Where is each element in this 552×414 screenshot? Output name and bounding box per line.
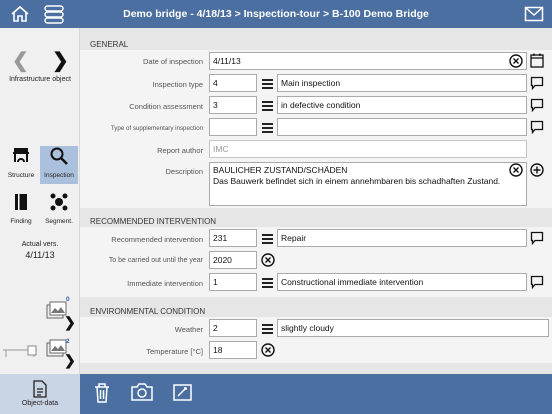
object-data-button[interactable] (0, 374, 80, 414)
immediate-code-field[interactable]: 1 (209, 273, 257, 291)
temperature-label: Temperature [°C] (146, 347, 203, 356)
list-icon[interactable] (261, 323, 275, 335)
clear-icon[interactable] (261, 343, 275, 357)
condition-text-field[interactable]: in defective condition (277, 96, 527, 114)
report-author-field: IMC (209, 140, 527, 158)
tab-segment[interactable] (40, 192, 78, 230)
recommended-code-field[interactable]: 231 (209, 229, 257, 247)
segments-icon (40, 192, 78, 218)
top-bar (0, 0, 552, 28)
photo-count-badge: 0 (66, 296, 70, 303)
list-icon[interactable] (261, 78, 275, 90)
recommended-text-field[interactable]: Repair (277, 229, 527, 247)
inspection-form (80, 28, 552, 374)
recommended-intervention-label: Recommended intervention (111, 235, 203, 244)
tab-inspection-label: Inspection (44, 172, 74, 179)
target-year-field[interactable]: 2020 (209, 251, 257, 269)
photo-count-badge-2: 2 (66, 338, 70, 345)
immediate-text-field[interactable]: Constructional immediate intervention (277, 273, 527, 291)
date-label: Date of inspection (142, 57, 203, 66)
section-general-heading: GENERAL (90, 40, 129, 49)
weather-code-field[interactable]: 2 (209, 319, 257, 337)
clear-icon[interactable] (261, 253, 275, 267)
tab-segment-label: Segment. (45, 218, 73, 225)
temperature-field[interactable]: 18 (209, 341, 257, 359)
inspection-type-code-field[interactable]: 4 (209, 74, 257, 92)
tab-finding[interactable] (2, 192, 40, 230)
bottom-toolbar (0, 374, 552, 414)
condition-code-field[interactable]: 3 (209, 96, 257, 114)
tab-structure-label: Structure (7, 172, 35, 179)
section-recommended-heading: RECOMMENDED INTERVENTION (90, 217, 217, 226)
supplementary-inspection-label: Type of supplementary inspection (110, 125, 203, 132)
camera-icon[interactable] (130, 382, 154, 406)
immediate-intervention-label: Immediate intervention (127, 279, 203, 288)
infrastructure-object-label[interactable]: Infrastructure object (9, 76, 71, 83)
book-icon (2, 192, 40, 218)
list-icon[interactable] (261, 233, 275, 245)
target-year-label: To be carried out until the year (108, 257, 203, 264)
general-panel (80, 50, 552, 208)
chevron-right-icon[interactable]: ❯ (64, 314, 76, 330)
next-arrow-icon[interactable]: ❯ (52, 50, 69, 72)
supplementary-code-field[interactable] (209, 118, 257, 136)
list-icon[interactable] (261, 122, 275, 134)
clear-icon[interactable] (509, 54, 523, 68)
supplementary-text-field[interactable] (277, 118, 527, 136)
document-edit-icon (0, 374, 80, 400)
sidebar (0, 28, 80, 374)
page-title: Demo bridge - 4/18/13 > Inspection-tour > B-100 Demo Bridge (123, 8, 429, 20)
tab-finding-label: Finding (10, 218, 32, 225)
clear-icon[interactable] (509, 163, 523, 177)
tab-structure[interactable] (2, 146, 40, 184)
comment-icon[interactable] (530, 120, 544, 134)
weather-text-field[interactable]: slightly cloudy (277, 319, 549, 337)
list-icon[interactable] (261, 100, 275, 112)
list-icon[interactable] (261, 277, 275, 289)
comment-icon[interactable] (530, 76, 544, 90)
description-line-1: BAULICHER ZUSTAND/SCHÄDEN (213, 165, 348, 175)
previous-arrow-icon[interactable]: ❮ (12, 50, 29, 72)
add-icon[interactable] (530, 163, 544, 177)
comment-icon[interactable] (530, 275, 544, 289)
comment-icon[interactable] (530, 98, 544, 112)
date-field[interactable]: 4/11/13 (209, 52, 527, 70)
section-environmental-heading: ENVIRONMENTAL CONDITION (90, 307, 206, 316)
inspection-type-label: Inspection type (152, 80, 203, 89)
condition-assessment-label: Condition assessment (129, 102, 203, 111)
inspection-type-text-field[interactable]: Main inspection (277, 74, 527, 92)
sketch-thumbnail-icon[interactable] (2, 344, 38, 358)
bridge-icon (2, 146, 40, 172)
weather-label: Weather (174, 325, 203, 334)
comment-icon[interactable] (530, 231, 544, 245)
sketch-edit-icon[interactable] (172, 382, 196, 406)
chevron-right-icon-2[interactable]: ❯ (64, 352, 76, 368)
object-data-label: Object-data (21, 400, 59, 407)
recommended-panel (80, 227, 552, 297)
report-author-label: Report author (157, 146, 203, 155)
mail-icon[interactable] (522, 2, 546, 26)
description-line-2: Das Bauwerk befindet sich in einem annehmbaren bis schadhaften Zustand. (213, 176, 501, 186)
environmental-panel (80, 317, 552, 363)
calendar-icon[interactable] (530, 53, 544, 67)
description-label: Description (165, 167, 203, 176)
actual-version-label: Actual vers. (21, 241, 59, 248)
tab-inspection[interactable] (40, 146, 78, 184)
trash-icon[interactable] (92, 382, 116, 406)
description-field[interactable] (209, 162, 527, 206)
object-navigation (8, 50, 72, 72)
actual-version-date: 4/11/13 (25, 250, 55, 260)
magnifier-icon (40, 146, 78, 172)
